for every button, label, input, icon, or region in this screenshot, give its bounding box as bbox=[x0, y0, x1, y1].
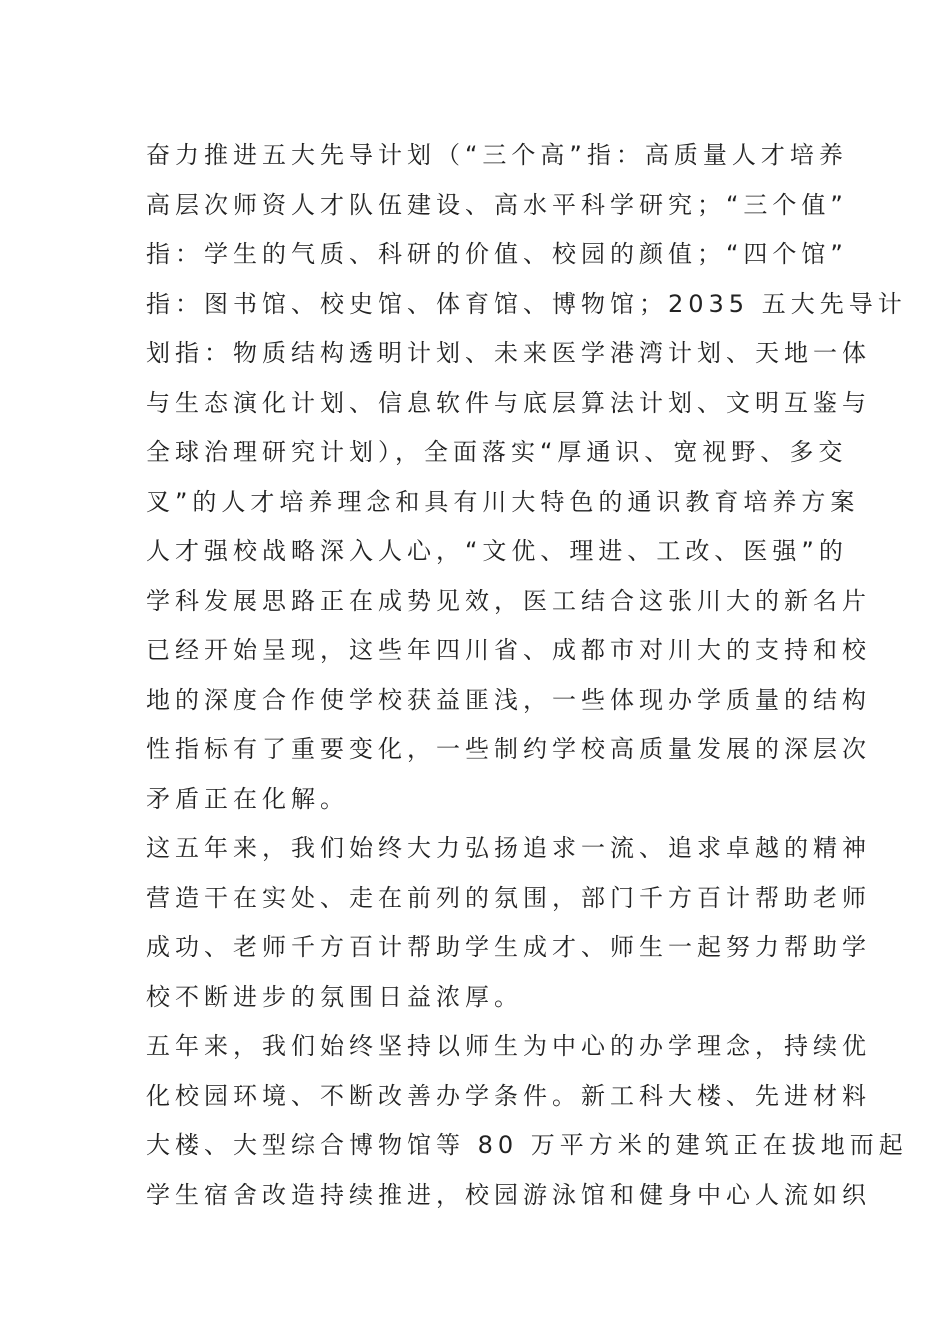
document-body bbox=[146, 131, 908, 1220]
text-line: 大楼、大型综合博物馆等 80 万平方米的建筑正在拔地而起 bbox=[146, 1131, 908, 1159]
text-line: 校不断进步的氛围日益浓厚。 bbox=[146, 982, 523, 1011]
text-line: 矛盾正在化解。 bbox=[146, 784, 349, 813]
text-line: 学生宿舍改造持续推进，校园游泳馆和健身中心人流如织 bbox=[146, 1180, 871, 1209]
text-line: 已经开始呈现，这些年四川省、成都市对川大的支持和校 bbox=[146, 636, 871, 664]
text-line: 五年来，我们始终坚持以师生为中心的办学理念，持续优 bbox=[146, 1032, 871, 1060]
text-line: 营造干在实处、走在前列的氛围，部门千方百计帮助老师 bbox=[146, 883, 871, 912]
text-line: 这五年来，我们始终大力弘扬追求一流、追求卓越的精神 bbox=[146, 834, 871, 862]
text-line: 划指：物质结构透明计划、未来医学港湾计划、天地一体 bbox=[146, 339, 871, 367]
text-line: 叉”的人才培养理念和具有川大特色的通识教育培养方案 bbox=[146, 487, 860, 516]
paragraph-pursuit-excellence bbox=[146, 824, 871, 1022]
text-line: 奋力推进五大先导计划（“三个高”指：高质量人才培养 bbox=[146, 141, 848, 169]
text-line: 高层次师资人才队伍建设、高水平科学研究；“三个值” bbox=[146, 190, 848, 219]
text-line: 地的深度合作使学校获益匪浅，一些体现办学质量的结构 bbox=[146, 685, 871, 714]
text-line: 学科发展思路正在成势见效，医工结合这张川大的新名片 bbox=[146, 586, 871, 615]
text-line: 人才强校战略深入人心，“文优、理进、工改、医强”的 bbox=[146, 537, 848, 565]
text-line: 全球治理研究计划），全面落实“厚通识、宽视野、多交 bbox=[146, 438, 848, 466]
paragraph-campus-environment bbox=[146, 1022, 908, 1220]
text-line: 与生态演化计划、信息软件与底层算法计划、文明互鉴与 bbox=[146, 388, 871, 417]
text-line: 化校园环境、不断改善办学条件。新工科大楼、先进材料 bbox=[146, 1081, 871, 1110]
paragraph-pioneer-plans bbox=[146, 131, 907, 824]
text-line: 成功、老师千方百计帮助学生成才、师生一起努力帮助学 bbox=[146, 933, 871, 961]
text-line: 指：图书馆、校史馆、体育馆、博物馆；2035 五大先导计 bbox=[146, 289, 907, 318]
text-line: 指：学生的气质、科研的价值、校园的颜值；“四个馆” bbox=[146, 240, 848, 268]
text-line: 性指标有了重要变化，一些制约学校高质量发展的深层次 bbox=[146, 735, 871, 763]
